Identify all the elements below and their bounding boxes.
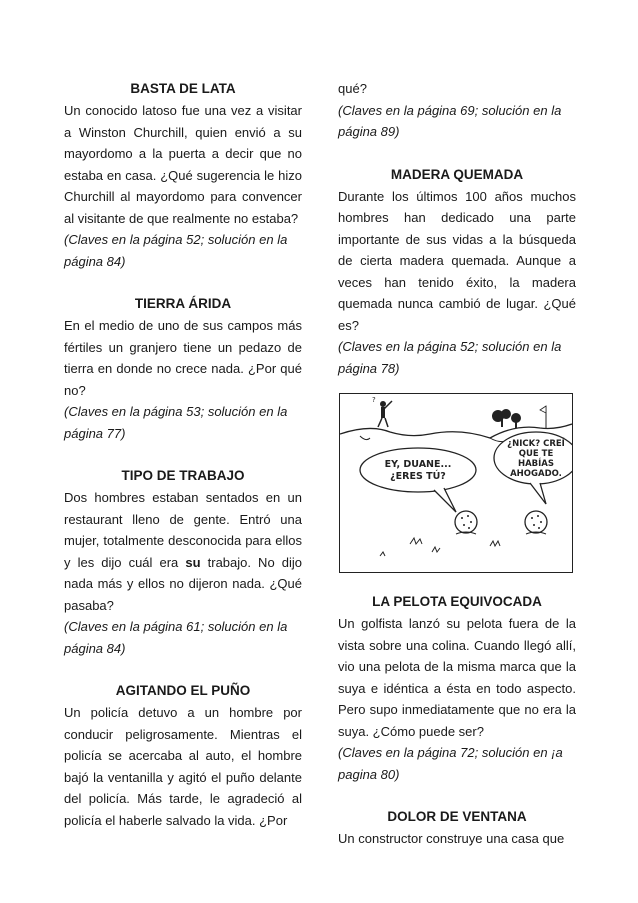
section-title-la-pelota-equivocada: LA PELOTA EQUIVOCADA [372, 594, 542, 609]
section-body-madera-quemada: Durante los últimos 100 años muchos hombres han dedicado una parte importante de sus vidas a la búsqueda de cierta madera quemada. Aunque a veces han tenido éxito, la madera quemada nunca cambió de lugar. ¿Qué es? [338, 188, 576, 333]
bubble-right-line-4: AHOGADO. [510, 469, 562, 479]
flag-icon [540, 406, 546, 428]
body-text-part: trabajo. No dijo nada más y ellos no dijeron nada. ¿Qué pasaba? [64, 554, 302, 613]
section-title-basta-de-lata: BASTA DE LATA [130, 81, 236, 96]
golf-cartoon [340, 394, 572, 572]
section-clue-basta-de-lata: (Claves en la página 52; solución en la página 84) [64, 232, 288, 269]
bubble-right-line-3: HABÍAS [517, 459, 555, 469]
golf-ball-left [455, 511, 477, 534]
section-body-dolor-de-ventana: Un constructor construye una casa que [338, 831, 565, 846]
section-title-tierra-arida: TIERRA ÁRIDA [134, 296, 232, 311]
bubble-right-line-1: ¿NICK? CREÍ [507, 439, 565, 449]
section-clue-tierra-arida: (Claves en la página 53; solución en la página 77) [64, 404, 288, 441]
section-clue-la-pelota-equivocada: (Claves en la página 72; solución en ¡a pagina 80) [338, 745, 563, 782]
grass-tufts [380, 538, 500, 556]
bubble-left-line-1: EY, DUANE... [384, 459, 452, 470]
section-clue-tipo-de-trabajo: (Claves en la página 61; solución en la página 84) [64, 619, 288, 656]
section-body-la-pelota-equivocada: Un golfista lanzó su pelota fuera de la vista sobre una colina. Cuando llegó allí, vio una pelota de la misma marca que la suya e idéntica a ésta en todo aspecto. Pero supo inmediatamente que no era la suya. ¿Cómo puede ser? [338, 616, 576, 739]
section-body-tipo-de-trabajo [64, 487, 302, 616]
section-body-basta-de-lata: Un conocido latoso fue una vez a visitar a Winston Churchill, quien envió a su mayordomo a la puerta a decir que no estaba en casa. ¿Qué sugerencia le hizo Churchill al mayordomo para convencer al visitante de que realmente no estaba? [64, 103, 302, 226]
bubble-left-line-2: ¿ERES TÚ? [390, 471, 446, 482]
left-column [64, 78, 302, 831]
section-clue-madera-quemada: (Claves en la página 52; solución en la página 78) [338, 339, 562, 376]
body-text-bold: su [185, 554, 201, 570]
speech-bubble-left [360, 448, 476, 512]
svg-text:?: ? [372, 396, 376, 404]
trees [492, 409, 521, 428]
section-body-continued: qué? [338, 81, 367, 96]
section-title-agitando-el-puno: AGITANDO EL PUÑO [115, 683, 251, 698]
body-text-part: Dos hombres estaban sentados en un restaurant lleno de gente. Entró una mujer, totalmente desconocida para ellos y les dijo cuál era [64, 490, 302, 570]
section-body-tierra-arida: En el medio de uno de sus campos más fértiles un granjero tiene un pedazo de tierra en donde no crece nada. ¿Por qué no? [64, 318, 302, 398]
section-title-madera-quemada: MADERA QUEMADA [390, 166, 524, 182]
section-clue-agitando-el-puno: (Claves en la página 69; solución en la página 89) [338, 102, 562, 139]
speech-bubble-right [494, 432, 572, 504]
section-body-agitando-el-puno: Un policía detuvo a un hombre por conducir peligrosamente. Mientras el policía se acercaba al auto, el hombre bajó la ventanilla y agitó el puño delante del policía. Más tarde, le agradeció al policía el haberle salvado la vida. ¿Por [64, 705, 302, 828]
section-title-dolor-de-ventana: DOLOR DE VENTANA [387, 809, 527, 824]
golfer-figure [378, 401, 392, 427]
comic-illustration [339, 393, 573, 573]
bubble-right-line-2: QUE TE [518, 449, 554, 459]
section-title-tipo-de-trabajo: TIPO DE TRABAJO [121, 468, 245, 483]
right-column [338, 78, 576, 850]
golf-ball-right [525, 511, 547, 534]
